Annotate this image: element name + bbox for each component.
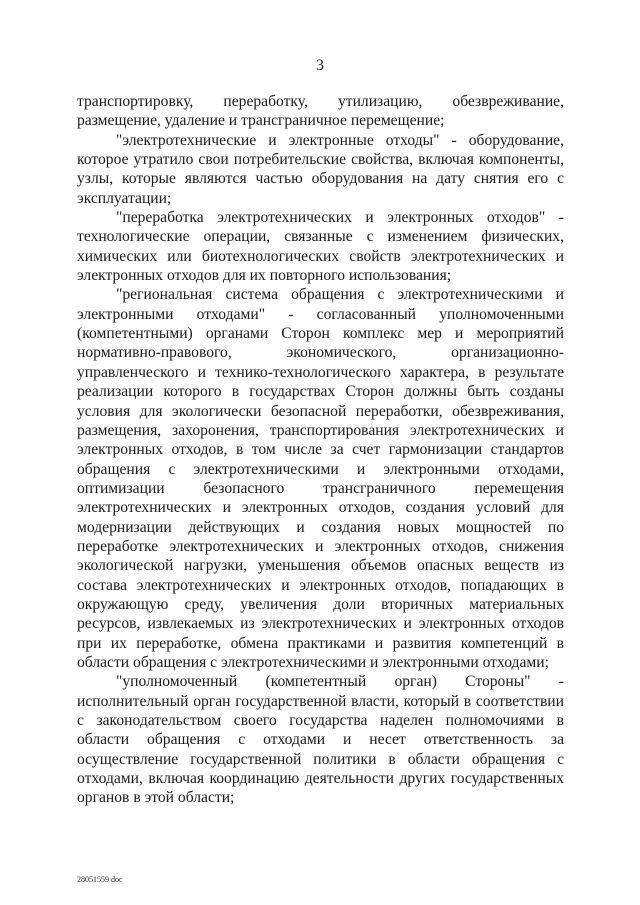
paragraph-definition-ewaste: "электротехнические и электронные отходы" - оборудование, которое утратило свои потребительские свойства, включая компоненты, узлы, которые являются частью оборудования на дату снятия его с эксплуатации;: [77, 131, 564, 207]
paragraph-definition-authorized-body: "уполномоченный (компетентный орган) Стороны" - исполнительный орган государственной власти, который в соответствии с законодательством своего государства наделен полномочиями в области обращения с отходами и несет ответственность за осуществление государственной политики в области обращения с отходами, включая координацию деятельности других государственных органов в этой области;: [77, 673, 564, 807]
document-body: [77, 92, 564, 808]
footer-document-code: 28051559 doc: [77, 875, 123, 884]
paragraph-definition-processing: "переработка электротехнических и электронных отходов" - технологические операции, связанные с изменением физических, химических или биотехнологических свойств электротехнических и электронных отходов для их повторного использования;: [77, 209, 564, 285]
paragraph-continuation: транспортировку, переработку, утилизацию, обезвреживание, размещение, удаление и трансграничное перемещение;: [77, 93, 564, 130]
page-number: 3: [316, 57, 324, 74]
paragraph-definition-regional-system: "региональная система обращения с электротехническими и электронными отходами" - согласованный уполномоченными (компетентными) органами Сторон комплекс мер и мероприятий нормативно-правового, экономического, организационно-управленческого и технико-технологического характера, в результате реализации которого в государствах Сторон должны быть созданы условия для экологически безопасной переработки, обезвреживания, размещения, захоронения, транспортирования электротехнических и электронных отходов, в том числе за счет гармонизации стандартов обращения с электротехническими и электронными отходами, оптимизации безопасного трансграничного перемещения электротехнических и электронных отходов, создания условий для модернизации действующих и создания новых мощностей по переработке электротехнических и электронных отходов, снижения экологической нагрузки, уменьшения объемов опасных веществ из состава электротехнических и электронных отходов, попадающих в окружающую среду, увеличения доли вторичных материальных ресурсов, извлекаемых из электротехнических и электронных отходов при их переработке, обмена практиками и развития компетенций в области обращения с электротехническими и электронными отходами;: [77, 286, 564, 671]
